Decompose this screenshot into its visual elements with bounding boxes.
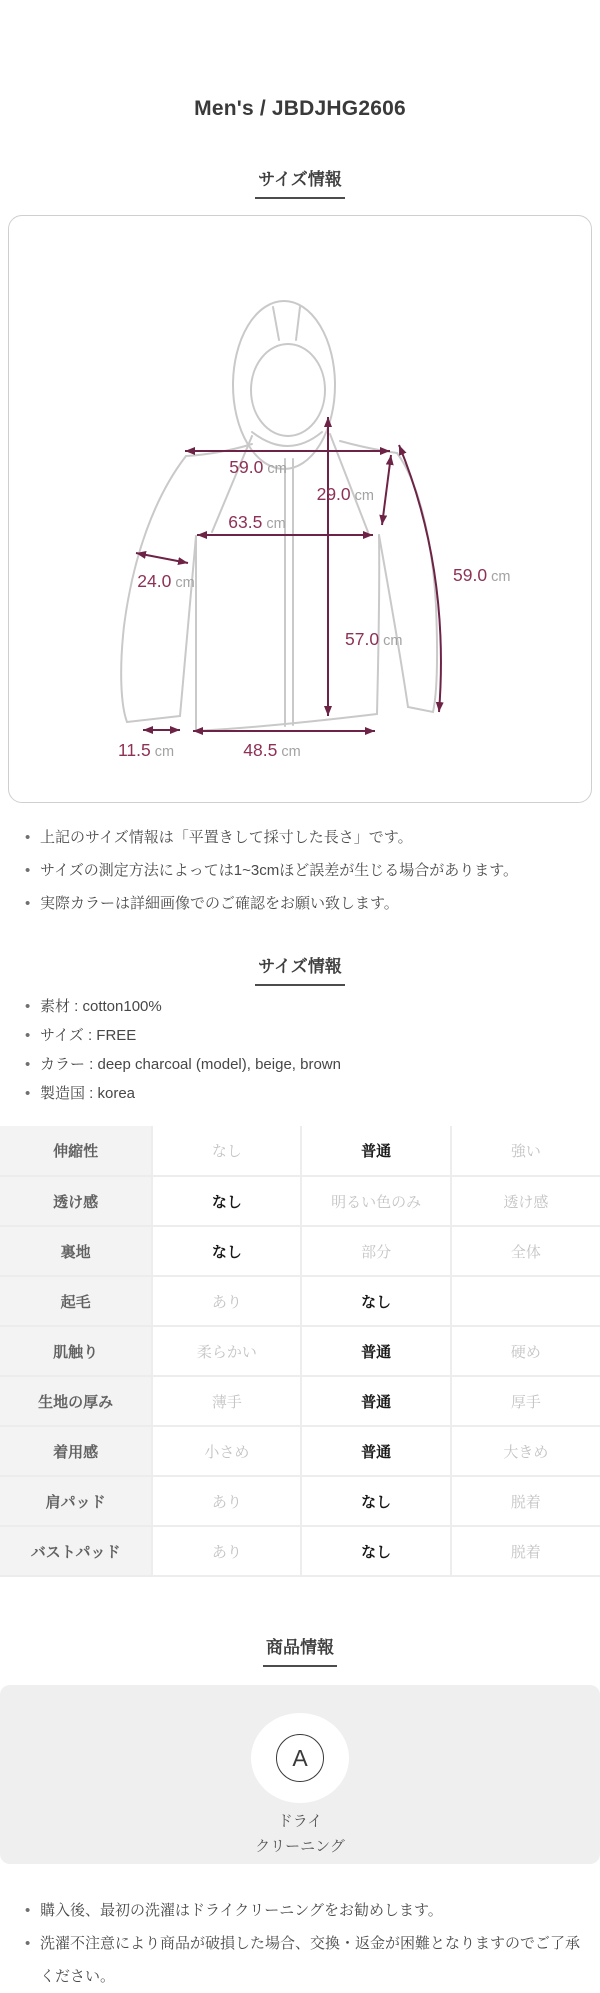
washing-note: • 購入後、最初の洗濯はドライクリーニングをお勧めします。 bbox=[24, 1894, 582, 1927]
row-option-selected: 普通 bbox=[301, 1326, 450, 1376]
table-row bbox=[0, 1326, 600, 1376]
row-option-selected: なし bbox=[301, 1526, 450, 1576]
total-length-measure-label: 57.0 cm bbox=[345, 629, 403, 649]
row-option-selected: 普通 bbox=[301, 1126, 450, 1176]
care-label-line: クリーニング bbox=[255, 1838, 345, 1855]
row-label: 生地の厚み bbox=[0, 1376, 152, 1426]
row-option: 強い bbox=[451, 1126, 600, 1176]
row-label: 裏地 bbox=[0, 1226, 152, 1276]
product-info-heading-text: 商品情報 bbox=[263, 1633, 337, 1667]
row-label: 起毛 bbox=[0, 1276, 152, 1326]
sleeve-width-measure-label: 24.0 cm bbox=[137, 571, 195, 591]
table-row bbox=[0, 1426, 600, 1476]
row-label: 透け感 bbox=[0, 1176, 152, 1226]
row-option: 大きめ bbox=[451, 1426, 600, 1476]
size-detail-heading bbox=[0, 952, 600, 986]
row-option: 脱着 bbox=[451, 1526, 600, 1576]
attribute-table bbox=[0, 1126, 600, 1577]
hem-measure-label: 48.5 cm bbox=[243, 740, 301, 760]
row-option: 厚手 bbox=[451, 1376, 600, 1426]
row-label: 肌触り bbox=[0, 1326, 152, 1376]
row-option-selected: 普通 bbox=[301, 1376, 450, 1426]
table-row bbox=[0, 1176, 600, 1226]
detail-item-material: • 素材 : cotton100% bbox=[24, 992, 582, 1021]
row-option: 全体 bbox=[451, 1226, 600, 1276]
armhole-measure-line bbox=[382, 455, 391, 525]
care-instruction-label bbox=[0, 1809, 600, 1859]
detail-item-size: • サイズ : FREE bbox=[24, 1021, 582, 1050]
table-row bbox=[0, 1476, 600, 1526]
row-option: 明るい色のみ bbox=[301, 1176, 450, 1226]
shoulder-measure-label: 59.0 cm bbox=[229, 457, 287, 477]
table-row bbox=[0, 1276, 600, 1326]
row-option: あり bbox=[152, 1276, 301, 1326]
washing-notes-list bbox=[0, 1894, 600, 1993]
sleeve-length-measure-label: 59.0 cm bbox=[453, 565, 511, 585]
row-option: 柔らかい bbox=[152, 1326, 301, 1376]
chest-measure-label: 63.5 cm bbox=[228, 512, 286, 532]
row-option: 透け感 bbox=[451, 1176, 600, 1226]
row-label: 肩パッド bbox=[0, 1476, 152, 1526]
row-label: 着用感 bbox=[0, 1426, 152, 1476]
size-diagram-panel bbox=[8, 215, 592, 803]
row-option: 硬め bbox=[451, 1326, 600, 1376]
row-label: 伸縮性 bbox=[0, 1126, 152, 1176]
row-option: 部分 bbox=[301, 1226, 450, 1276]
product-detail-list bbox=[0, 992, 600, 1108]
dry-cleaning-icon bbox=[276, 1734, 324, 1782]
cuff-measure-label: 11.5 cm bbox=[117, 740, 175, 760]
size-diagram-heading bbox=[0, 165, 600, 199]
row-option: なし bbox=[152, 1126, 301, 1176]
page-title: Men's / JBDJHG2606 bbox=[194, 97, 406, 120]
row-option-selected: 普通 bbox=[301, 1426, 450, 1476]
dry-cleaning-icon-letter: A bbox=[292, 1744, 308, 1771]
row-option: 脱着 bbox=[451, 1476, 600, 1526]
row-label: バストパッド bbox=[0, 1526, 152, 1576]
table-row bbox=[0, 1376, 600, 1426]
row-option bbox=[451, 1276, 600, 1326]
product-info-heading bbox=[0, 1633, 600, 1667]
row-option: あり bbox=[152, 1476, 301, 1526]
care-instruction-panel bbox=[0, 1685, 600, 1864]
row-option: 薄手 bbox=[152, 1376, 301, 1426]
table-row bbox=[0, 1226, 600, 1276]
row-option: 小さめ bbox=[152, 1426, 301, 1476]
row-option-selected: なし bbox=[301, 1276, 450, 1326]
size-note: • サイズの測定方法によっては1~3cmほど誤差が生じる場合があります。 bbox=[24, 854, 582, 887]
table-row bbox=[0, 1126, 600, 1176]
size-note: • 実際カラーは詳細画像でのご確認をお願い致します。 bbox=[24, 887, 582, 920]
size-diagram-heading-text: サイズ情報 bbox=[255, 165, 345, 199]
sleeve-width-measure-line bbox=[136, 553, 188, 563]
washing-note: • 洗濯不注意により商品が破損した場合、交換・返金が困難となりますのでご了承ください。 bbox=[24, 1927, 582, 1993]
row-option-selected: なし bbox=[152, 1176, 301, 1226]
row-option-selected: なし bbox=[301, 1476, 450, 1526]
detail-item-origin: • 製造国 : korea bbox=[24, 1079, 582, 1108]
care-label-line: ドライ bbox=[277, 1813, 323, 1830]
size-detail-heading-text: サイズ情報 bbox=[255, 952, 345, 986]
table-row bbox=[0, 1526, 600, 1576]
detail-item-color: • カラー : deep charcoal (model), beige, brown bbox=[24, 1050, 582, 1079]
jacket-measurement-diagram bbox=[9, 216, 591, 802]
size-notes-list bbox=[0, 821, 600, 920]
row-option: あり bbox=[152, 1526, 301, 1576]
sleeve-length-measure-line bbox=[399, 445, 441, 712]
front-length-measure-label: 29.0 cm bbox=[316, 484, 374, 504]
care-icon-background bbox=[251, 1713, 349, 1803]
size-note: • 上記のサイズ情報は「平置きして採寸した長さ」です。 bbox=[24, 821, 582, 854]
row-option-selected: なし bbox=[152, 1226, 301, 1276]
